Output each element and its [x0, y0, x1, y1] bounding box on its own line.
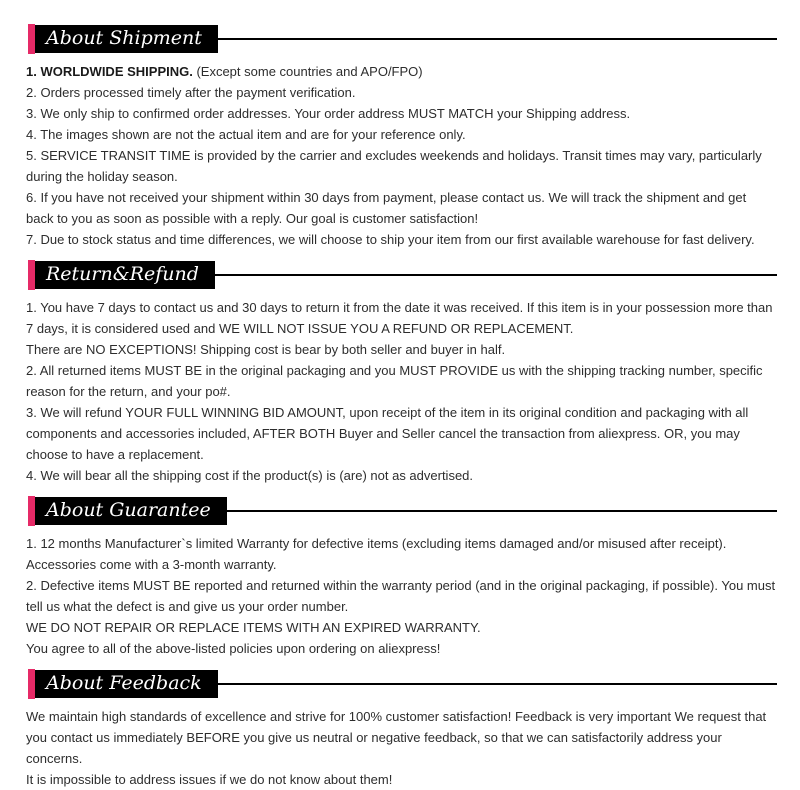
section-header [28, 260, 777, 290]
section-header [28, 496, 777, 526]
policy-paragraph: 3. We will refund YOUR FULL WINNING BID AMOUNT, upon receipt of the item in its original condition and packaging with all components and accessories included, AFTER BOTH Buyer and Seller cancel the transaction from aliexpress. OR, you may choose to have a replacement. [26, 405, 749, 462]
section-title: Return&Refund [46, 263, 199, 285]
section-header [28, 24, 777, 54]
policy-paragraph: You agree to all of the above-listed policies upon ordering on aliexpress! [26, 641, 441, 656]
section-body [26, 706, 777, 790]
header-rule [218, 38, 777, 40]
section-title: About Guarantee [46, 499, 211, 521]
header-rule [215, 274, 777, 276]
accent-bar [28, 260, 35, 290]
policy-paragraph: 3. We only ship to confirmed order addresses. Your order address MUST MATCH your Shipping address. [26, 106, 631, 121]
policy-paragraph: 6. If you have not received your shipment within 30 days from payment, please contact us. We will track the shipment and get back to you as soon as possible with a reply. Our goal is customer satisfaction! [26, 190, 747, 226]
section-header [28, 669, 777, 699]
section-title: About Shipment [46, 27, 202, 49]
section-about-guarantee [26, 496, 777, 659]
section-title-box [35, 670, 218, 698]
policy-paragraph: 4. The images shown are not the actual item and are for your reference only. [26, 127, 466, 142]
policy-paragraph: We maintain high standards of excellence and strive for 100% customer satisfaction! Feedback is very important We request that you contact us immediately BEFORE you give us neutral or negative feedback, so that we can satisfactorily address your concerns. [26, 709, 767, 766]
policy-paragraph: 1. 12 months Manufacturer`s limited Warranty for defective items (excluding items damaged and/or misused after receipt). Accessories come with a 3-month warranty. [26, 536, 727, 572]
policy-paragraph: There are NO EXCEPTIONS! Shipping cost is bear by both seller and buyer in half. [26, 342, 506, 357]
section-body [26, 297, 777, 486]
policy-paragraph [26, 61, 777, 82]
section-body [26, 533, 777, 659]
section-body [26, 61, 777, 250]
section-title-box [35, 25, 218, 53]
policy-paragraph: It is impossible to address issues if we do not know about them! [26, 772, 393, 787]
header-rule [227, 510, 777, 512]
section-title-box [35, 261, 215, 289]
policy-paragraph: 2. Orders processed timely after the payment verification. [26, 85, 356, 100]
section-about-shipment [26, 24, 777, 250]
policy-paragraph: 1. You have 7 days to contact us and 30 days to return it from the date it was received. If this item is in your possession more than 7 days, it is considered used and WE WILL NOT ISSUE YOU A REFUND OR REPLACEMENT. [26, 300, 773, 336]
header-rule [218, 683, 777, 685]
section-about-feedback [26, 669, 777, 790]
accent-bar [28, 24, 35, 54]
policy-paragraph: 2. Defective items MUST BE reported and returned within the warranty period (and in the original packaging, if possible). You must tell us what the defect is and give us your order number. [26, 578, 776, 614]
accent-bar [28, 669, 35, 699]
section-return-refund [26, 260, 777, 486]
accent-bar [28, 496, 35, 526]
policy-paragraph: WE DO NOT REPAIR OR REPLACE ITEMS WITH AN EXPIRED WARRANTY. [26, 620, 481, 635]
policy-paragraph: 7. Due to stock status and time differences, we will choose to ship your item from our first available warehouse for fast delivery. [26, 232, 755, 247]
section-title: About Feedback [46, 672, 202, 694]
policy-paragraph: 5. SERVICE TRANSIT TIME is provided by the carrier and excludes weekends and holidays. Transit times may vary, particularly during the holiday season. [26, 148, 762, 184]
paragraph-text: (Except some countries and APO/FPO) [192, 64, 423, 79]
paragraph-bold-lead: 1. WORLDWIDE SHIPPING. [26, 64, 193, 79]
section-title-box [35, 497, 227, 525]
policy-paragraph: 4. We will bear all the shipping cost if the product(s) is (are) not as advertised. [26, 468, 474, 483]
policy-paragraph: 2. All returned items MUST BE in the original packaging and you MUST PROVIDE us with the shipping tracking number, specific reason for the return, and your po#. [26, 363, 763, 399]
